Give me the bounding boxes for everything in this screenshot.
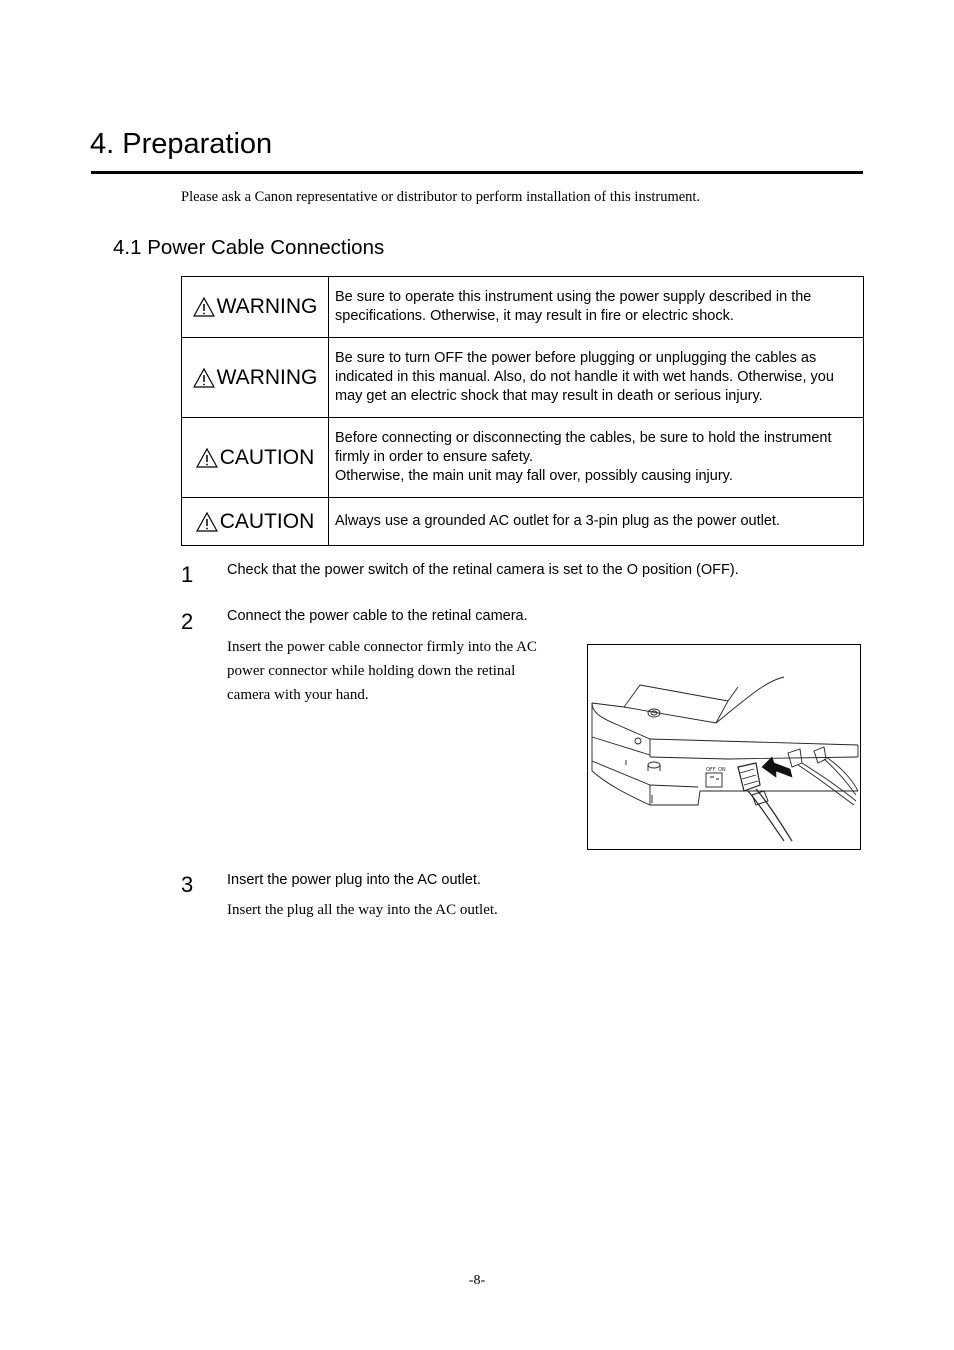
step-description-line: camera with your hand. (227, 687, 369, 703)
notice-label: CAUTION (219, 509, 315, 533)
intro-paragraph: Please ask a Canon representative or distributor to perform installation of this instrument. (181, 189, 701, 205)
step-number: 3 (181, 872, 194, 897)
step-description: Insert the plug all the way into the AC outlet. (227, 902, 498, 918)
safety-notice-table (181, 276, 864, 546)
safety-notice-row (182, 418, 864, 498)
warning-triangle-icon (196, 511, 218, 533)
retinal-camera-drawing (588, 645, 860, 849)
section-title: 4.1 Power Cable Connections (113, 236, 385, 259)
notice-text (329, 418, 864, 498)
switch-off-label: OFF (706, 767, 716, 773)
step-text: Connect the power cable to the retinal camera. (227, 608, 528, 624)
chapter-title: 4. Preparation (90, 128, 273, 160)
notice-label-cell (182, 418, 329, 498)
notice-label: CAUTION (219, 445, 315, 469)
notice-label-cell (182, 277, 329, 338)
step-text: Check that the power switch of the retinal camera is set to the O position (OFF). (227, 562, 739, 578)
notice-label: WARNING (216, 295, 318, 318)
notice-label-cell (182, 498, 329, 546)
step-text: Insert the power plug into the AC outlet. (227, 872, 481, 888)
step-number: 1 (181, 562, 194, 587)
step-number: 2 (181, 609, 194, 634)
chapter-rule (91, 171, 863, 174)
notice-text: Always use a grounded AC outlet for a 3-pin plug as the power outlet. (329, 498, 864, 546)
safety-notice-row (182, 498, 864, 546)
step-description (227, 635, 537, 707)
notice-text-line: Otherwise, the main unit may fall over, possibly causing injury. (335, 468, 733, 484)
page-number: -8- (468, 1273, 486, 1288)
notice-label-cell (182, 338, 329, 418)
step-description-line: Insert the power cable connector firmly into the AC (227, 639, 537, 655)
notice-text-line: Before connecting or disconnecting the cables, be sure to hold the instrument firmly in order to ensure safety. (335, 430, 832, 465)
safety-notice-row (182, 338, 864, 418)
warning-triangle-icon (193, 367, 215, 389)
power-cable-illustration (587, 644, 861, 850)
switch-on-label: ON (718, 767, 726, 773)
safety-notice-row (182, 277, 864, 338)
notice-text: Be sure to operate this instrument using the power supply described in the specifications. Otherwise, it may result in fire or electric shock. (329, 277, 864, 338)
step-description-line: power connector while holding down the retinal (227, 663, 516, 679)
notice-text: Be sure to turn OFF the power before plugging or unplugging the cables as indicated in this manual. Also, do not handle it with wet hands. Otherwise, you may get an electric shock that may result in death or serious injury. (329, 338, 864, 418)
warning-triangle-icon (196, 447, 218, 469)
warning-triangle-icon (193, 296, 215, 318)
notice-label: WARNING (216, 365, 318, 389)
